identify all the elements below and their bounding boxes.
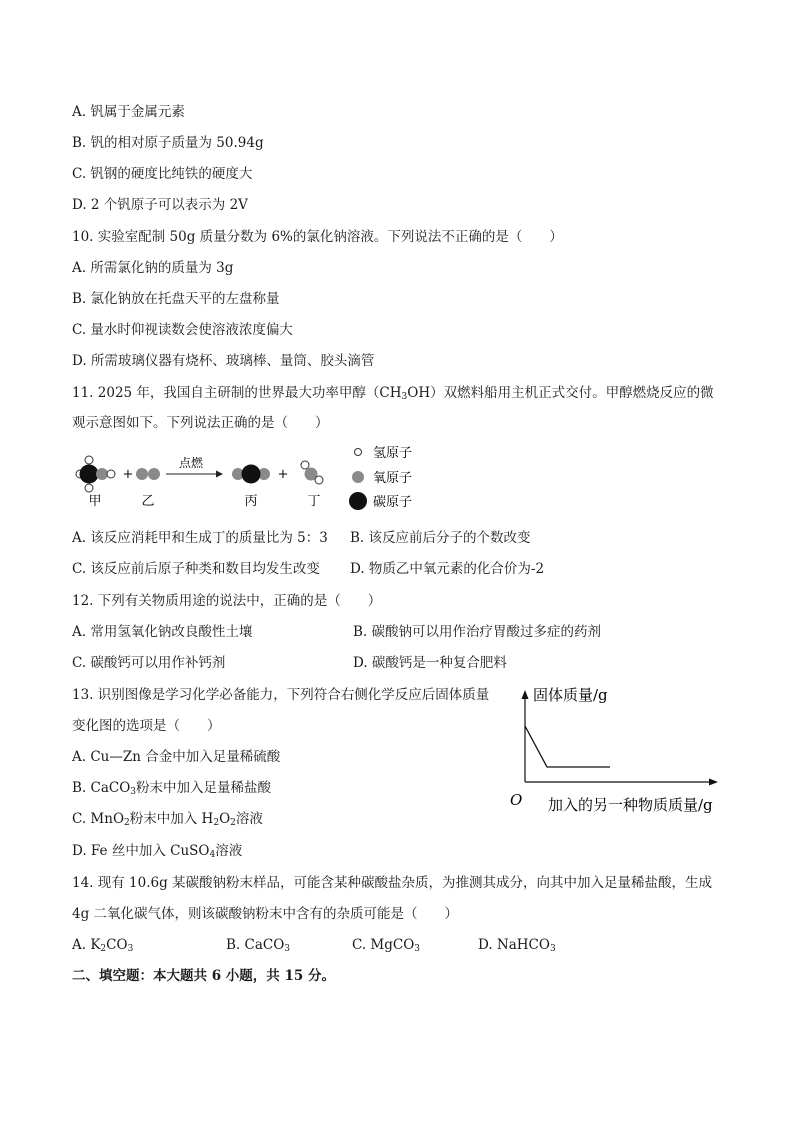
molecule-yi <box>136 468 160 480</box>
plus-sign-2: + <box>277 467 289 482</box>
legend-oxygen: 氧原子 <box>373 471 413 486</box>
graph-origin: O <box>510 791 523 809</box>
graph-x-label: 加入的另一种物质质量/g <box>548 796 713 814</box>
molecule-ding <box>301 461 323 484</box>
molecule-bing <box>232 465 270 484</box>
graph-curve <box>525 726 610 767</box>
graph-y-label: 固体质量/g <box>533 686 608 704</box>
q10-option-a: A. 所需氯化钠的质量为 3g <box>72 260 234 276</box>
q12-option-a: A. 常用氢氧化钠改良酸性土壤 <box>72 624 253 640</box>
q13-option-d: D. Fe 丝中加入 CuSO$_4$溶液 <box>72 843 243 860</box>
legend-oxygen-symbol <box>352 471 364 483</box>
legend-hydrogen: 氢原子 <box>373 446 413 461</box>
label-ding: 丁 <box>307 494 321 509</box>
q11-option-a: A. 该反应消耗甲和生成丁的质量比为 5：3 <box>72 530 328 546</box>
q14-option-d: D. NaHCO$_3$ <box>478 937 556 954</box>
graph-x-arrow <box>709 779 718 786</box>
q13-option-a: A. Cu—Zn 合金中加入足量稀硫酸 <box>72 749 281 765</box>
q11-stem-line1: 11. 2025 年，我国自主研制的世界最大功率甲醇$(CH_3OH)$双燃料船用主机正式交付。甲醇燃烧反应的微 <box>72 385 714 402</box>
q11-option-d: D. 物质乙中氧元素的化合价为-2 <box>350 561 545 577</box>
legend-carbon-symbol <box>349 492 367 510</box>
q14-option-b: B. CaCO$_3$ <box>226 937 291 954</box>
reaction-condition: 点燃 <box>178 456 204 470</box>
label-bing: 丙 <box>244 494 258 509</box>
label-yi: 乙 <box>141 494 155 509</box>
reaction-micro-diagram <box>66 440 436 520</box>
q11-option-b: B. 该反应前后分子的个数改变 <box>350 530 531 546</box>
q13-option-b: B. CaCO$_3$粉末中加入足量稀盐酸 <box>72 780 272 797</box>
q9-option-b: B. 钒的相对原子质量为 50.94g <box>72 135 264 151</box>
q13-option-c: C. MnO$_2$粉末中加入 $H_2O_2$溶液 <box>72 811 263 828</box>
q9-option-c: C. 钒钢的硬度比纯铁的硬度大 <box>72 166 253 182</box>
q12-option-b: B. 碳酸钠可以用作治疗胃酸过多症的药剂 <box>353 624 602 640</box>
q14-stem-line2: 4g 二氧化碳气体，则该碳酸钠粉末中含有的杂质可能是（ ） <box>72 906 459 922</box>
q11-option-c: C. 该反应前后原子种类和数目均发生改变 <box>72 561 320 577</box>
q12-option-c: C. 碳酸钙可以用作补钙剂 <box>72 655 226 671</box>
legend-hydrogen-symbol <box>355 449 362 456</box>
q14-option-a: A. $K_2CO_3$ <box>72 937 134 954</box>
arrow-head <box>216 471 223 478</box>
q12-stem: 12. 下列有关物质用途的说法中，正确的是（ ） <box>72 593 382 609</box>
q14-stem-line1: 14. 现有 10.6g 某碳酸钠粉末样品，可能含某种碳酸盐杂质，为推测其成分，向其中加入足量稀盐酸，生成 <box>72 875 713 891</box>
label-jia: 甲 <box>88 494 102 509</box>
q10-option-d: D. 所需玻璃仪器有烧杯、玻璃棒、量筒、胶头滴管 <box>72 353 375 369</box>
legend-carbon: 碳原子 <box>373 495 413 510</box>
q11-stem-line2: 观示意图如下。下列说法正确的是（ ） <box>72 415 329 431</box>
solid-mass-graph <box>500 678 740 818</box>
q9-option-d: D. 2 个钒原子可以表示为 2V <box>72 197 248 213</box>
q10-stem: 10. 实验室配制 50g 质量分数为 6%的氯化钠溶液。下列说法不正确的是（ ） <box>72 229 563 245</box>
q10-option-b: B. 氯化钠放在托盘天平的左盘称量 <box>72 291 280 307</box>
q9-option-a: A. 钒属于金属元素 <box>72 104 185 120</box>
q14-option-c: C. MgCO$_3$ <box>352 937 421 954</box>
graph-y-arrow <box>522 690 529 699</box>
diagram-legend <box>349 446 412 510</box>
plus-sign-1: + <box>122 467 134 482</box>
section-2-heading: 二、填空题：本大题共 6 小题，共 15 分。 <box>72 968 335 984</box>
q13-stem-line1: 13. 识别图像是学习化学必备能力，下列符合右侧化学反应后固体质量 <box>72 687 490 703</box>
q13-stem-line2: 变化图的选项是（ ） <box>72 718 221 734</box>
q10-option-c: C. 量水时仰视读数会使溶液浓度偏大 <box>72 322 293 338</box>
q12-option-d: D. 碳酸钙是一种复合肥料 <box>353 655 507 671</box>
molecule-jia <box>76 456 115 492</box>
